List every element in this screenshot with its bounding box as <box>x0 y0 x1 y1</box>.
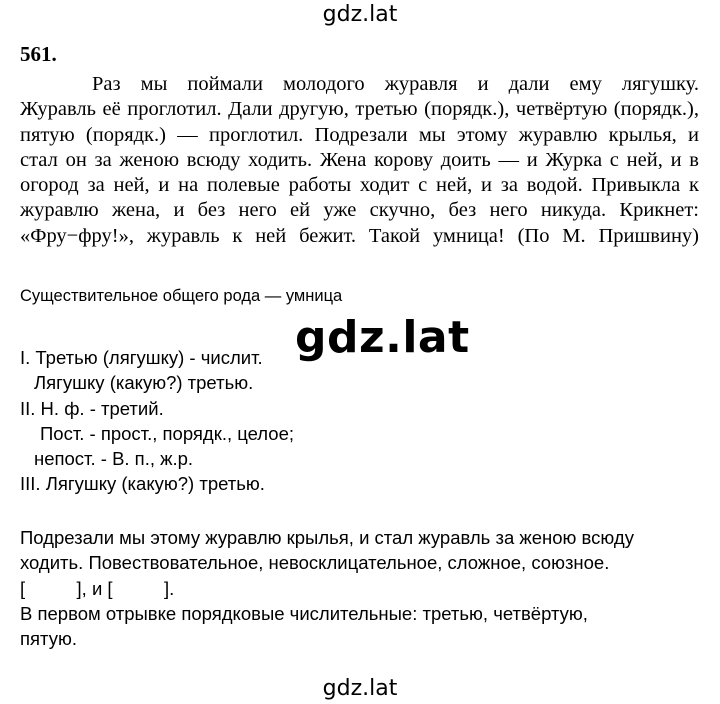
parsing-line: III. Лягушку (какую?) третью. <box>20 473 265 494</box>
parsing-line: I. Третью (лягушку) - числит. <box>20 347 263 368</box>
common-gender-noun: Существительное общего рода — умница <box>20 287 343 305</box>
sentence-scheme: [ ], и [ ]. <box>20 578 175 599</box>
text-line: огород за ней, и на полевые работы ходит с ней, и за водой. Привыкла к <box>20 174 699 197</box>
ordinals-line: пятую. <box>20 628 77 649</box>
text-line: журавлю жена, и без него ей уже скучно, без него никуда. Крикнет: <box>20 199 699 222</box>
text-line: пятую (порядк.) — проглотил. Подрезали мы этому журавлю крылья, и <box>20 123 699 146</box>
parsing-line: непост. - В. п., ж.р. <box>34 448 194 469</box>
analysis-line: Подрезали мы этому журавлю крылья, и стал журавль за женою всюду <box>20 527 634 548</box>
watermark-middle: gdz.lat <box>295 312 470 363</box>
text-line: стал он за женою всюду ходить. Жена корову доить — и Журка с ней, и в <box>20 148 699 171</box>
text-line: Журавль её проглотил. Дали другую, третью (порядк.), четвёртую (порядк.), <box>20 98 699 121</box>
parsing-line: II. Н. ф. - третий. <box>20 398 164 419</box>
ordinals-line: В первом отрывке порядковые числительные: третью, четвёртую, <box>20 603 588 624</box>
exercise-number: 561. <box>20 42 57 66</box>
text-line: Раз мы поймали молодого журавля и дали ему лягушку. <box>92 73 699 95</box>
parsing-line: Пост. - прост., порядк., целое; <box>40 423 295 444</box>
analysis-line: ходить. Повествовательное, невосклицательное, сложное, союзное. <box>20 552 610 573</box>
exercise-text <box>20 72 699 249</box>
watermark-bottom: gdz.lat <box>322 676 398 701</box>
watermark-top: gdz.lat <box>322 2 398 27</box>
parsing-line: Лягушку (какую?) третью. <box>34 372 254 393</box>
text-line: «Фру−фру!», журавль к ней бежит. Такой умница! (По М. Пришвину) <box>20 224 699 247</box>
